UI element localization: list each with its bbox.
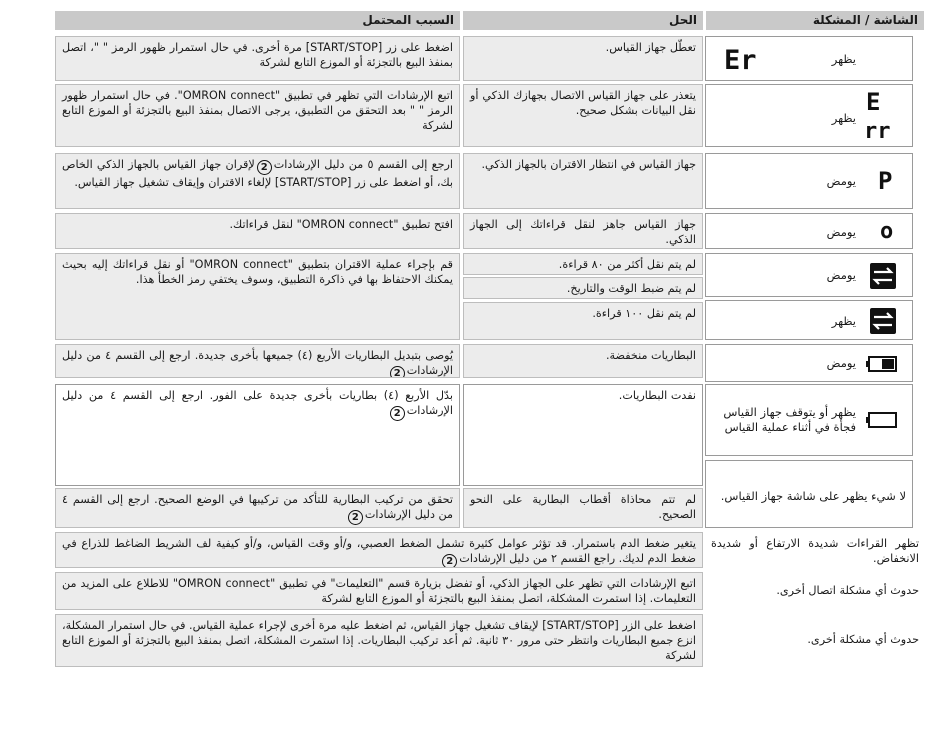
sync-icon: [869, 307, 897, 335]
er-icon: Er: [724, 45, 757, 76]
header-cause: السبب المحتمل: [55, 11, 460, 30]
display-cell-p: [705, 153, 913, 209]
solution-cell: لم يتم نقل ١٠٠ قراءة.: [463, 302, 703, 340]
solution-cell: البطاريات منخفضة.: [463, 344, 703, 378]
solution-cell: لم يتم ضبط الوقت والتاريخ.: [463, 277, 703, 299]
cause-cell: اتبع الإرشادات التي تظهر في تطبيق "OMRON connect". في حال استمرار ظهور الرمز " " بعد التحقق من التطبيق، يرجى الاتصال بمنفذ البيع بالتجزئة أو الموزع التابع لشركة: [55, 84, 460, 147]
display-cell-connection: حدوث أي مشكلة اتصال أخرى.: [776, 584, 919, 597]
solution-cell: جهاز القياس جاهز لنقل قراءاتك إلى الجهاز الذكي.: [463, 213, 703, 249]
display-cell-readings: تظهر القراءات شديدة الارتفاع أو شديدة الانخفاض.: [711, 537, 919, 565]
cause-cell: افتح تطبيق "OMRON connect" لنقل قراءاتك.: [55, 213, 460, 249]
p-icon: P: [878, 167, 893, 195]
reference-circle: 2: [442, 554, 457, 568]
display-label: يومض: [826, 225, 856, 239]
cause-cell-wide: يتغير ضغط الدم باستمرار. قد تؤثر عوامل كثيرة تشمل الضغط العصبي، و/أو وقت القياس، و/أو كيفية لف الشريط الضاغط للذراع في ضغط الدم لديك. راجع القسم ٢ من دليل الإرشادات2: [55, 532, 703, 568]
display-label: يظهر: [831, 52, 856, 66]
display-cell-nothing: [705, 460, 913, 528]
solution-cell: يتعذر على جهاز القياس الاتصال بجهازك الذكي أو نقل البيانات بشكل صحيح.: [463, 84, 703, 147]
solution-cell: تعطّل جهاز القياس.: [463, 36, 703, 81]
display-label: يومض: [826, 268, 856, 282]
display-label: يومض: [826, 174, 856, 188]
reference-circle: 2: [390, 406, 405, 421]
solution-cell: لم يتم نقل أكثر من ٨٠ قراءة.: [463, 253, 703, 275]
display-label: يومض: [826, 356, 856, 370]
cause-cell: بدّل الأربع (٤) بطاريات بأخرى جديدة على الفور. ارجع إلى القسم ٤ من دليل الإرشادات2: [55, 384, 460, 486]
cause-cell: قم بإجراء عملية الاقتران بتطبيق "OMRON connect" أو نقل قراءاتك إليه بحيث يمكنك الاحتفاظ بها في ذاكرة التطبيق، وسوف يختفي رمز الخطأ هذا.: [55, 253, 460, 340]
cause-cell-wide: اتبع الإرشادات التي تظهر على الجهاز الذكي، أو تفضل بزيارة قسم "التعليمات" في تطبيق "OMRON connect" للاطلاع على المزيد من التعليمات. إذا استمرت المشكلة، اتصل بمنفذ البيع بالتجزئة أو الموزع التابع لشركة: [55, 572, 703, 610]
display-cell-other: حدوث أي مشكلة أخرى.: [807, 633, 919, 646]
e-icon: E: [866, 88, 881, 116]
display-cell-battery-empty: [705, 384, 913, 456]
sync-icon: [869, 262, 897, 290]
display-cell-o: [705, 213, 913, 249]
solution-cell: جهاز القياس في انتظار الاقتران بالجهاز الذكي.: [463, 153, 703, 209]
rr-icon: rr: [864, 119, 891, 144]
solution-cell: لم تتم محاذاة أقطاب البطارية على النحو الصحيح.: [463, 488, 703, 528]
cause-cell: يُوصى بتبديل البطاريات الأربع (٤) جميعها بأخرى جديدة. ارجع إلى القسم ٤ من دليل الإرشادات2: [55, 344, 460, 378]
display-cell-sync-shown: [705, 300, 913, 340]
display-cell-err: [705, 84, 913, 147]
display-cell-battery-low: [705, 344, 913, 382]
reference-circle: 2: [348, 510, 363, 525]
o-icon: o: [880, 219, 894, 244]
header-solution: الحل: [463, 11, 703, 30]
cause-cell: تحقق من تركيب البطارية للتأكد من تركيبها في الوضع الصحيح. ارجع إلى القسم ٤ من دليل الإرشادات2: [55, 488, 460, 528]
reference-circle: 2: [390, 366, 405, 378]
battery-empty-icon: [866, 412, 898, 428]
display-label: لا شيء يظهر على شاشة جهاز القياس.: [720, 489, 906, 503]
display-cell-sync-blink: [705, 253, 913, 297]
display-cell-er: [705, 36, 913, 81]
battery-low-icon: [866, 356, 898, 372]
cause-cell-wide: اضغط على الزر [START/STOP] لإيقاف تشغيل جهاز القياس، ثم اضغط عليه مرة أخرى لإجراء عملية القياس. في حال استمرار المشكلة، انزع جميع البطاريات وانتظر حتى مرور ٣٠ ثانية. ثم أعد تركيب البطاريات. إذا استمرت المشكلة، اتصل بمنفذ البيع بالتجزئة أو الموزع التابع لشركة: [55, 614, 703, 667]
reference-circle: 2: [257, 160, 272, 175]
display-label: يظهر: [831, 111, 856, 125]
display-label: يظهر أو يتوقف جهاز القياس فجأة في أثناء عملية القياس: [723, 405, 856, 434]
header-display: الشاشة / المشكلة: [706, 11, 924, 30]
solution-cell: نفدت البطاريات.: [463, 384, 703, 486]
cause-cell: ارجع إلى القسم ٥ من دليل الإرشادات2لإقران جهاز القياس بالجهاز الذكي الخاص بك، أو اضغط على زر [START/STOP] لإلغاء الاقتران وإيقاف تشغيل جهاز القياس.: [55, 153, 460, 209]
cause-cell: اضغط على زر [START/STOP] مرة أخرى. في حال استمرار ظهور الرمز " "، اتصل بمنفذ البيع بالتجزئة أو الموزع التابع لشركة: [55, 36, 460, 81]
display-label: يظهر: [831, 314, 856, 328]
